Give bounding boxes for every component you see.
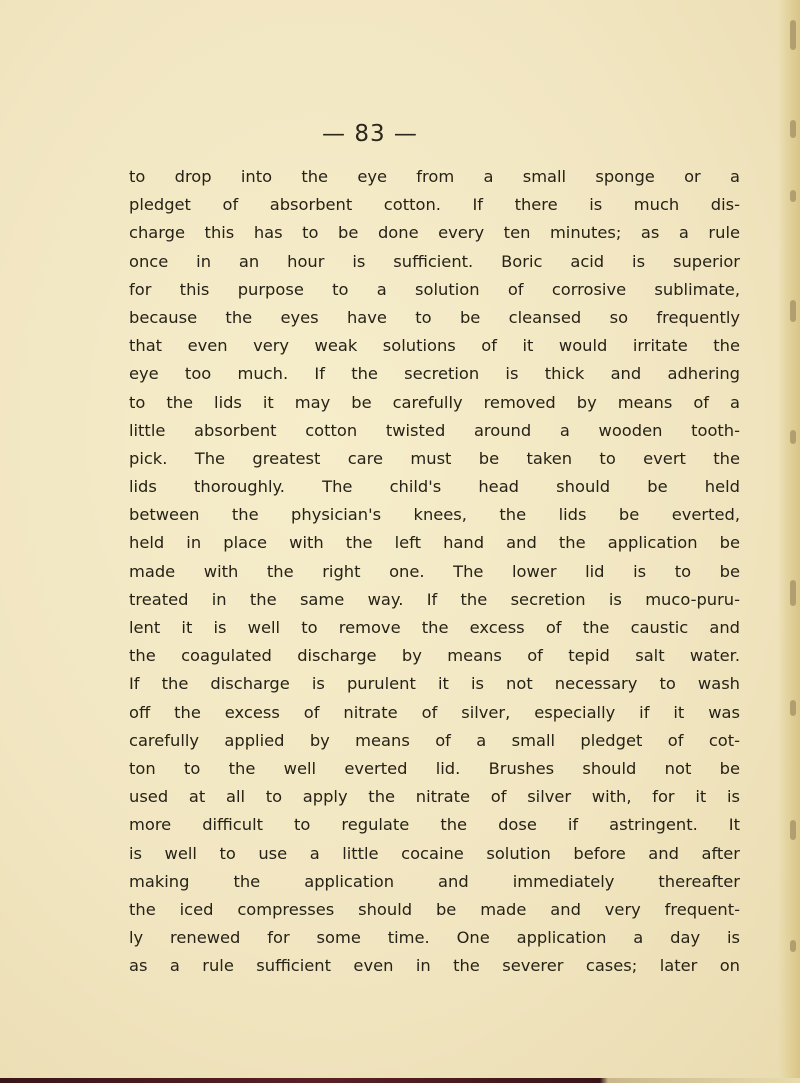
- text-line: treated in the same way. If the secretion is muco-puru-: [129, 589, 740, 609]
- text-line: pledget of absorbent cotton. If there is much dis-: [129, 195, 740, 215]
- text-line: that even very weak solutions of it would irritate the: [129, 336, 740, 356]
- text-line: because the eyes have to be cleansed so frequently: [129, 307, 740, 327]
- text-line: ton to the well everted lid. Brushes should not be: [129, 758, 740, 778]
- text-line: more difficult to regulate the dose if astringent. It: [129, 815, 740, 835]
- text-line-last: as a rule sufficient even in the severer cases; later on: [129, 956, 740, 976]
- text-line: making the application and immediately thereafter: [129, 871, 740, 891]
- text-line: carefully applied by means of a small pledget of cot-: [129, 730, 740, 750]
- binding-edge: [0, 1078, 800, 1083]
- text-line: held in place with the left hand and the application be: [129, 533, 740, 553]
- text-line: off the excess of nitrate of silver, especially if it was: [129, 702, 740, 722]
- page-edge-stain: [778, 0, 800, 1083]
- body-text: [129, 163, 740, 980]
- text-line: between the physician's knees, the lids be everted,: [129, 505, 740, 525]
- text-line: once in an hour is sufficient. Boric acid is superior: [129, 251, 740, 271]
- page-number: — 83 —: [322, 121, 418, 147]
- text-line: is well to use a little cocaine solution before and after: [129, 843, 740, 863]
- text-line: lids thoroughly. The child's head should be held: [129, 477, 740, 497]
- text-line: If the discharge is purulent it is not necessary to wash: [129, 674, 740, 694]
- text-line: little absorbent cotton twisted around a wooden tooth-: [129, 420, 740, 440]
- text-line: eye too much. If the secretion is thick and adhering: [129, 364, 740, 384]
- text-line: made with the right one. The lower lid is to be: [129, 561, 740, 581]
- text-line: ly renewed for some time. One application a day is: [129, 928, 740, 948]
- text-line: the iced compresses should be made and very frequent-: [129, 899, 740, 919]
- text-line: pick. The greatest care must be taken to evert the: [129, 448, 740, 468]
- text-line: for this purpose to a solution of corrosive sublimate,: [129, 279, 740, 299]
- text-line: charge this has to be done every ten minutes; as a rule: [129, 223, 740, 243]
- text-line: to the lids it may be carefully removed by means of a: [129, 392, 740, 412]
- text-line: to drop into the eye from a small sponge or a: [129, 167, 740, 186]
- text-line: lent it is well to remove the excess of the caustic and: [129, 618, 740, 637]
- text-line: the coagulated discharge by means of tepid salt water.: [129, 646, 740, 666]
- text-line: used at all to apply the nitrate of silver with, for it is: [129, 787, 740, 807]
